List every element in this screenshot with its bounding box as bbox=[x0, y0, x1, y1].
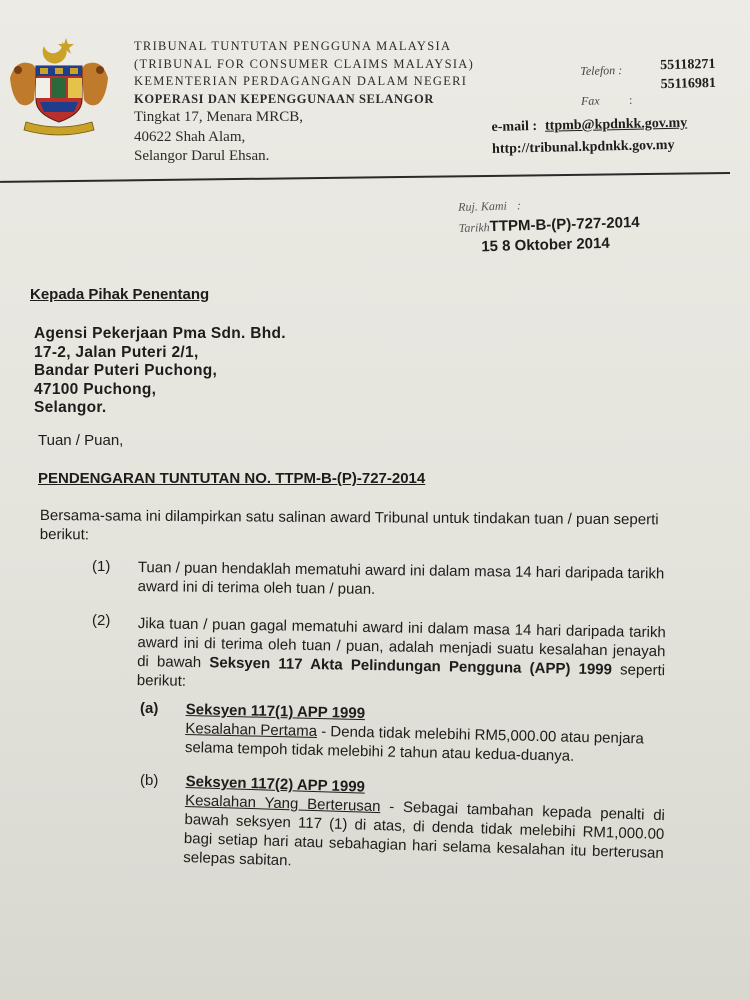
subitem-b bbox=[183, 772, 666, 882]
address-line-2: 40622 Shah Alam, bbox=[134, 128, 246, 145]
ministry-name-line2: KOPERASI DAN KEPENGGUNAAN SELANGOR bbox=[134, 91, 434, 106]
intro-paragraph: Bersama-sama ini dilampirkan satu salinan award Tribunal untuk tindakan tuan / puan seperti berikut: bbox=[39, 506, 659, 544]
subject-line: PENDENGARAN TUNTUTAN NO. TTPM-B-(P)-727-2014 bbox=[38, 470, 426, 487]
recipient-address bbox=[34, 325, 286, 418]
recipient-line-2: 17-2, Jalan Puteri 2/1, bbox=[34, 343, 199, 361]
ministry-name: KEMENTERIAN PERDAGANGAN DALAM NEGERI bbox=[134, 74, 468, 88]
fax-colon: : bbox=[628, 92, 633, 107]
subitem-a-text: - Denda tidak melebihi RM5,000.00 atau penjara selama tempoh tidak melebihi 2 tahun atau kedua-duanya. bbox=[184, 722, 645, 765]
subitem-b-text: - Sebagai tambahan kepada penalti di bawah seksyen 117 (1) di atas, di denda tidak melebihi RM1,000.00 bagi setiap hari atau sebahagian hari selama kesalahan itu berterusan selepas sabitan. bbox=[183, 798, 666, 870]
item-1-text: Tuan / puan hendaklah mematuhi award ini dalam masa 14 hari daripada tarikh award ini di terima oleh tuan / puan. bbox=[137, 558, 665, 598]
item-2-law: Seksyen 117 Akta Pelindungan Pengguna (APP) 1999 bbox=[209, 654, 613, 679]
item-2-text-after: seperti berikut: bbox=[136, 661, 666, 690]
salutation: Tuan / Puan, bbox=[38, 432, 124, 449]
org-name-english: (TRIBUNAL FOR CONSUMER CLAIMS MALAYSIA) bbox=[134, 56, 475, 71]
subitem-a bbox=[185, 700, 666, 768]
item-2-text-before: Jika tuan / puan gagal mematuhi award ini dalam masa 14 hari daripada tarikh award ini di terima oleh tuan / puan, adalah menjadi suatu kesalahan jenayah di bawah bbox=[137, 614, 666, 672]
subitem-a-kind: Kesalahan Pertama bbox=[185, 719, 318, 740]
item-number-2: (2) bbox=[92, 612, 111, 629]
subitem-b-title: Seksyen 117(2) APP 1999 bbox=[185, 772, 366, 796]
reference-number: TTPM-B-(P)-727-2014 bbox=[489, 213, 640, 236]
ruj-colon: : bbox=[516, 198, 522, 213]
fax-label: Fax bbox=[580, 93, 600, 108]
address-line-1: Tingkat 17, Menara MRCB, bbox=[134, 109, 304, 125]
item-2-text bbox=[137, 614, 666, 699]
telefon-label: Telefon : bbox=[580, 63, 623, 78]
recipient-line-3: Bandar Puteri Puchong, bbox=[34, 362, 218, 379]
recipient-line-4: 47100 Puchong, bbox=[34, 380, 157, 398]
email-label: e-mail : bbox=[491, 118, 538, 135]
address-line-3: Selangor Darul Ehsan. bbox=[134, 148, 270, 164]
ruj-kami-label: Ruj. Kami bbox=[458, 198, 508, 214]
fax-value: 55116981 bbox=[660, 75, 717, 93]
recipient-heading: Kepada Pihak Penentang bbox=[30, 286, 210, 303]
subitem-label-a: (a) bbox=[140, 700, 159, 717]
website-link[interactable]: http://tribunal.kpdnkk.gov.my bbox=[491, 137, 675, 157]
recipient-line-1: Agensi Pekerjaan Pma Sdn. Bhd. bbox=[34, 325, 286, 342]
telefon-value: 55118271 bbox=[660, 56, 716, 74]
org-name: TRIBUNAL TUNTUTAN PENGGUNA MALAYSIA bbox=[134, 39, 452, 53]
subitem-b-kind: Kesalahan Yang Berterusan bbox=[184, 791, 381, 816]
recipient-line-5: Selangor. bbox=[34, 399, 107, 416]
tarikh-label: Tarikh bbox=[458, 220, 490, 235]
letter-date: 15 8 Oktober 2014 bbox=[481, 234, 610, 256]
subitem-a-title: Seksyen 117(1) APP 1999 bbox=[185, 700, 366, 723]
email-link[interactable]: ttpmb@kpdnkk.gov.my bbox=[544, 115, 688, 134]
item-number-1: (1) bbox=[92, 558, 111, 575]
subitem-label-b: (b) bbox=[140, 772, 159, 789]
